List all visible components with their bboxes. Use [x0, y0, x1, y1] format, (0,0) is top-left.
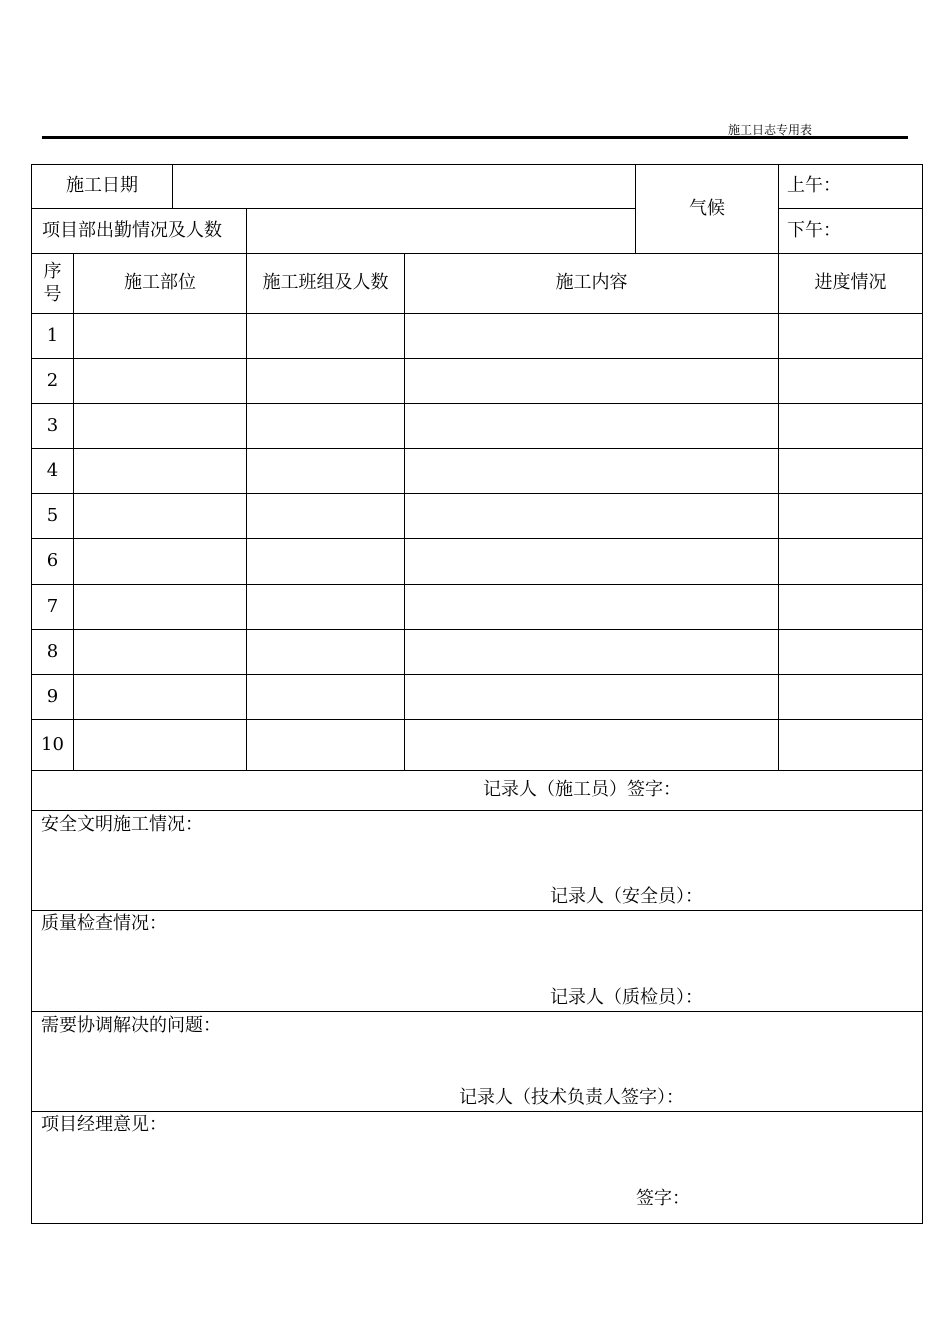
attendance-label-cell [31, 208, 247, 254]
table-cell-team[interactable] [246, 538, 405, 585]
col-header-progress [778, 253, 923, 314]
table-row-index [31, 629, 74, 675]
quality-section[interactable] [31, 910, 923, 1012]
table-cell-progress[interactable] [778, 538, 923, 585]
table-cell-team[interactable] [246, 629, 405, 675]
table-row-index [31, 448, 74, 494]
table-cell-progress[interactable] [778, 448, 923, 494]
recorder-signature-row[interactable] [31, 770, 923, 811]
table-cell-progress[interactable] [778, 719, 923, 771]
safety-signer: 记录人（安全员）： [550, 886, 703, 907]
date-label-cell [31, 164, 173, 209]
coordination-section[interactable] [31, 1011, 923, 1112]
weather-label-cell [635, 164, 779, 254]
row-number: 1 [46, 324, 59, 346]
table-row-index [31, 719, 74, 771]
table-cell-location[interactable] [73, 403, 247, 449]
row-number: 7 [46, 595, 59, 617]
row-number: 10 [41, 733, 64, 755]
col-header-progress-label: 进度情况 [814, 272, 887, 294]
table-cell-content[interactable] [404, 493, 779, 539]
coordination-signer: 记录人（技术负责人签字）： [459, 1087, 684, 1108]
table-row-index [31, 493, 74, 539]
col-header-content-label: 施工内容 [555, 272, 628, 294]
table-cell-content[interactable] [404, 538, 779, 585]
safety-label: 安全文明施工情况： [41, 814, 203, 835]
table-cell-content[interactable] [404, 358, 779, 404]
row-number: 2 [46, 369, 59, 391]
table-cell-content[interactable] [404, 629, 779, 675]
attendance-field[interactable] [246, 208, 636, 254]
table-cell-team[interactable] [246, 584, 405, 630]
quality-signer: 记录人（质检员）： [550, 987, 703, 1008]
row-number: 3 [46, 414, 59, 436]
col-header-content [404, 253, 779, 314]
row-number: 4 [46, 459, 59, 481]
attendance-label: 项目部出勤情况及人数 [42, 219, 222, 241]
table-cell-content[interactable] [404, 403, 779, 449]
table-cell-team[interactable] [246, 403, 405, 449]
table-cell-team[interactable] [246, 493, 405, 539]
table-cell-location[interactable] [73, 674, 247, 720]
weather-afternoon-field[interactable] [778, 208, 923, 254]
row-number: 8 [46, 640, 59, 662]
col-header-index-line2: 号 [43, 283, 62, 305]
table-cell-location[interactable] [73, 448, 247, 494]
table-cell-content[interactable] [404, 313, 779, 359]
col-header-index-line1: 序 [43, 261, 62, 282]
table-cell-content[interactable] [404, 719, 779, 771]
manager-section[interactable] [31, 1111, 923, 1224]
afternoon-label: 下午： [787, 219, 841, 241]
table-cell-team[interactable] [246, 719, 405, 771]
header-rule [42, 136, 908, 139]
table-cell-team[interactable] [246, 448, 405, 494]
table-cell-progress[interactable] [778, 403, 923, 449]
table-row-index [31, 358, 74, 404]
weather-label: 气候 [689, 197, 725, 219]
table-cell-team[interactable] [246, 313, 405, 359]
table-cell-team[interactable] [246, 358, 405, 404]
table-cell-progress[interactable] [778, 358, 923, 404]
date-label: 施工日期 [66, 175, 138, 197]
table-cell-location[interactable] [73, 493, 247, 539]
table-cell-progress[interactable] [778, 493, 923, 539]
table-cell-location[interactable] [73, 538, 247, 585]
col-header-location [73, 253, 247, 314]
quality-label: 质量检查情况： [41, 913, 167, 934]
row-number: 6 [46, 550, 59, 572]
table-cell-progress[interactable] [778, 674, 923, 720]
coordination-label: 需要协调解决的问题： [41, 1015, 221, 1036]
table-cell-content[interactable] [404, 674, 779, 720]
row-number: 9 [46, 685, 59, 707]
manager-label: 项目经理意见： [41, 1114, 167, 1135]
col-header-location-label: 施工部位 [124, 272, 196, 294]
table-cell-location[interactable] [73, 629, 247, 675]
table-cell-location[interactable] [73, 584, 247, 630]
table-row-index [31, 538, 74, 585]
table-cell-content[interactable] [404, 448, 779, 494]
table-cell-progress[interactable] [778, 629, 923, 675]
row-number: 5 [46, 504, 59, 526]
table-cell-location[interactable] [73, 358, 247, 404]
col-header-team-label: 施工班组及人数 [262, 272, 389, 294]
table-cell-content[interactable] [404, 584, 779, 630]
table-cell-team[interactable] [246, 674, 405, 720]
table-row-index [31, 584, 74, 630]
table-cell-location[interactable] [73, 719, 247, 771]
table-row-index [31, 313, 74, 359]
table-cell-location[interactable] [73, 313, 247, 359]
col-header-index [31, 253, 74, 314]
col-header-team [246, 253, 405, 314]
safety-section[interactable] [31, 810, 923, 911]
date-field[interactable] [172, 164, 636, 209]
form-title: 施工日志专用表 [728, 123, 813, 137]
weather-morning-field[interactable] [778, 164, 923, 209]
manager-signer: 签字： [636, 1188, 690, 1209]
table-row-index [31, 403, 74, 449]
recorder-signature-label: 记录人（施工员）签字： [483, 779, 681, 800]
morning-label: 上午： [787, 175, 841, 197]
table-row-index [31, 674, 74, 720]
table-cell-progress[interactable] [778, 584, 923, 630]
table-cell-progress[interactable] [778, 313, 923, 359]
